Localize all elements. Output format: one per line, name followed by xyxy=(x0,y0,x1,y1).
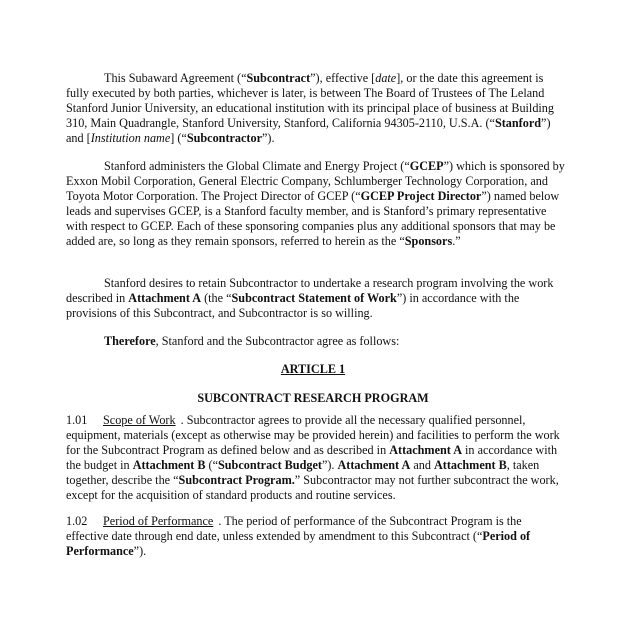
article-subtitle: SUBCONTRACT RESEARCH PROGRAM xyxy=(197,391,429,405)
defined-term-period-of-performance: Period of Performance xyxy=(66,528,531,558)
gcep-paragraph: Stanford administers the Global Climate and Energy Project (“GCEP”) which is sponsored by Exxon Mobil Corporation, General Electric Company, Schlumberger Technology Corporation, and Toyota Motor Corporation. The Project Director of GCEP (“GCEP Project Director”) named below leads and supervises GCEP, is a Stanford faculty member, and is Stanford’s primary representative with respect to GCEP. Each of these sponsoring companies plus any additional sponsors that may be added are, so long as they remain sponsors, referred to herein as the “Sponsors.” xyxy=(66,159,565,248)
defined-term-statement-of-work: Subcontract Statement of Work xyxy=(231,290,397,305)
section-heading: Period of Performance xyxy=(103,514,214,528)
defined-term-gcep: GCEP xyxy=(409,159,444,173)
section-1-01: 1.01 Scope of Work . Subcontractor agrees to provide all the necessary qualified personnel, equipment, materials (except as otherwise may be provided herein) and facilities to perform the work for the Subcontract Program as defined below and as described in Attachment A in accordance with the budget in Attachment B (“Subcontract Budget”). Attachment A and Attachment B, taken together, describe the “Subcontract Program.” Subcontractor may not further subcontract the work, except for the acquisition of standard products and routine services. xyxy=(66,413,560,502)
section-heading: Scope of Work xyxy=(103,413,176,427)
therefore-paragraph: Therefore, Stanford and the Subcontractor agree as follows: xyxy=(104,334,400,348)
defined-term-subcontract-budget: Subcontract Budget xyxy=(217,457,322,472)
defined-term-subcontractor: Subcontractor xyxy=(186,130,262,145)
intro-paragraph: This Subaward Agreement (“Subcontract”), effective [date], or the date this agreement is fully executed by both parties, whichever is later, is between The Board of Trustees of The Leland Stanford Junior University, an educational institution with its principal place of business at Building 310, Main Quadrangle, Stanford University, Stanford, California 94305-2110, U.S.A. (“Stanford”) and [Institution name] (“Subcontractor”). xyxy=(66,71,554,145)
article-title: ARTICLE 1 xyxy=(280,362,346,376)
defined-term-sponsors: Sponsors xyxy=(404,233,453,248)
defined-term-subcontract: Subcontract xyxy=(246,71,311,85)
defined-term-stanford: Stanford xyxy=(494,115,542,130)
date-placeholder: date xyxy=(375,71,397,85)
attachment-a-ref: Attachment A xyxy=(128,290,202,305)
section-number: 1.02 xyxy=(66,514,88,528)
institution-placeholder: Institution name xyxy=(90,130,171,145)
defined-term-subcontract-program: Subcontract Program. xyxy=(178,472,295,487)
section-1-02: 1.02 Period of Performance . The period of performance of the Subcontract Program is the effective date through end date, unless extended by amendment to this Subcontract (“Period of Performance”). xyxy=(66,514,531,558)
retain-paragraph: Stanford desires to retain Subcontractor to undertake a research program involving the work described in Attachment A (the “Subcontract Statement of Work”) in accordance with the provisions of this Subcontract, and Subcontractor is so willing. xyxy=(66,276,554,320)
section-number: 1.01 xyxy=(66,413,88,427)
defined-term-gcep-project-director: GCEP Project Director xyxy=(360,188,482,203)
